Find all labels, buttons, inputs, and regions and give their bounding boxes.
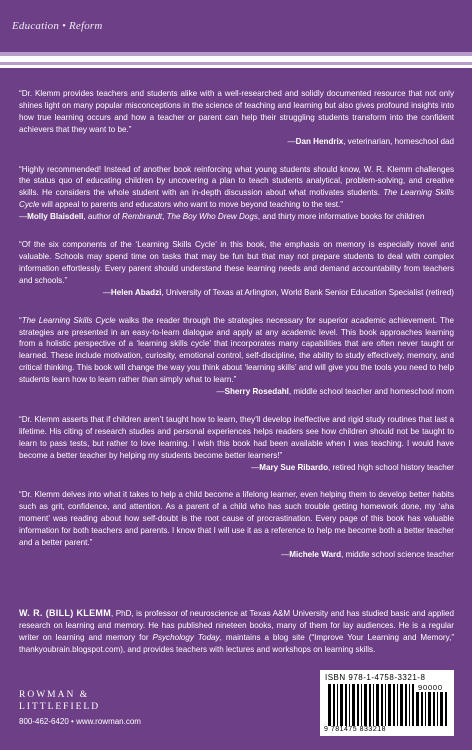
publisher-name-line: ROWMAN & bbox=[19, 690, 90, 700]
publisher-logo bbox=[19, 689, 100, 713]
endorsement-text: “Dr. Klemm delves into what it takes to help a child become a lifelong learner, even helping them to develop better habits such as grit, confidence, and attention. As a parent of a child who has such trouble getting homework done, my ‘aha moment’ was reading about how self-doubt is the root cause of procrastination. Every page of this book has valuable information for both teachers and parents. I know that I will use it as a reference to help me become both a better teacher and a better parent.” bbox=[19, 490, 454, 548]
endorsements bbox=[19, 88, 454, 577]
endorsement-text-part: will appeal to parents and educators who want to move beyond teaching to the test.” bbox=[39, 200, 343, 210]
top-bar bbox=[0, 0, 472, 52]
endorser-role: , veterinarian, homeschool dad bbox=[343, 136, 454, 146]
book-title: Rembrandt bbox=[122, 212, 163, 222]
endorser-role: , middle school science teacher bbox=[341, 550, 454, 559]
endorsement-text: “Dr. Klemm provides teachers and students alike with a well-researched and solidly documented resource that not only shines light on many popular misconceptions in the science of teaching and learning but also gives profound insights into how true learning occurs and how a teacher or parent can help their struggling students transform into the confident achievers that they want to be.” bbox=[19, 89, 454, 134]
endorser-name: Michele Ward bbox=[289, 550, 342, 559]
endorsement-attribution: —Mary Sue Ribardo, retired high school history teacher bbox=[251, 462, 454, 472]
barcode bbox=[320, 670, 454, 736]
endorser-role: , University of Texas at Arlington, World Bank Senior Education Specialist (retired) bbox=[161, 287, 454, 297]
endorser-role: , author of bbox=[83, 212, 123, 222]
endorsement-text: “Of the six components of the ‘Learning Skills Cycle’ in this book, the emphasis on memory is especially novel and valuable. Schools may spend time on tasks that may be fun but that may not prepare students to deal with complex information effortlessly. Every parent should understand these learning needs and demand accountability from teachers and schools.” bbox=[19, 240, 454, 285]
barcode-bars bbox=[328, 684, 414, 726]
endorsement bbox=[19, 489, 454, 560]
series-label: Education • Reform bbox=[12, 20, 103, 32]
endorser-role: , bbox=[162, 212, 167, 222]
endorsement-text bbox=[19, 164, 454, 212]
endorser-name: Sherry Rosedahl bbox=[224, 387, 289, 397]
endorsement-attribution: —Helen Abadzi, University of Texas at Arlington, World Bank Senior Education Specialist (retired) bbox=[102, 287, 454, 297]
barcode-addon: 90000 bbox=[418, 683, 443, 692]
barcode-addon-bars bbox=[416, 692, 450, 726]
endorsement-text bbox=[19, 315, 454, 386]
bio-text: , PhD, is professor of neuroscience at Texas A&M University and has studied basic and applied research on learning and memory. He has published nineteen books, many of them for lay audiences. He is a regular writer on learning and memory for bbox=[19, 609, 454, 642]
book-title: The Learning Skills Cycle bbox=[19, 188, 454, 210]
barcode-digits: 9 781475 833218 bbox=[324, 726, 386, 733]
endorsement-text-part: walks the reader through the strategies necessary for superior academic achievement. The strategies are presented in an easy-to-learn dialogue and apply at any academic level. This book approaches learning from a holistic perspective of a ‘learning skills cycle’ that incorporates many capabilities that are often never taught or learned. These include motivation, curiosity, emotional control, self-discipline, the ability to study effectively, memory, and critical thinking. This book will change the way you think about ‘learning skills’ and will give you the tools you need to help students learn how to learn rather than simply what to learn.” bbox=[19, 315, 454, 385]
endorser-role: , middle school teacher and homeschool mom bbox=[288, 387, 454, 397]
magazine-title: Psychology Today bbox=[152, 632, 220, 642]
endorsement bbox=[19, 88, 454, 148]
endorsement bbox=[19, 315, 454, 398]
endorsement bbox=[19, 239, 454, 299]
endorsement bbox=[19, 164, 454, 224]
endorsement-text: “Dr. Klemm asserts that if children aren’t taught how to learn, they’ll develop ineffective and rigid study routines that last a lifetime. His citing of research studies and personal experiences helps readers see how children should not be taught to learn to pass tests, but rather to love learning. I wish this book had been available when I was teaching. I would have become a better teacher by helping my students become better learners!” bbox=[19, 414, 454, 460]
publisher-contact: 800-462-6420 • www.rowman.com bbox=[19, 717, 141, 726]
isbn: ISBN 978-1-4758-3321-8 bbox=[325, 673, 426, 682]
bio-text: , maintains a blog site (“Improve Your Learning and Memory,” thankyoubrain.blogspot.com), and provides teachers with lectures and workshops on learning skills. bbox=[19, 632, 455, 654]
endorser-role: , retired high school history teacher bbox=[328, 462, 454, 472]
endorser-name: Mary Sue Ribardo bbox=[259, 462, 329, 472]
endorsement-attribution: —Dan Hendrix, veterinarian, homeschool dad bbox=[287, 136, 454, 146]
endorser-name: Helen Abadzi bbox=[110, 287, 162, 297]
open-quote: “ bbox=[19, 315, 22, 325]
publisher-name-line: LITTLEFIELD bbox=[19, 702, 101, 712]
endorsement-text-part: “Highly recommended! Instead of another book reinforcing what young students should know, W. R. Klemm challenges the status quo of educating children by uncovering a plan to teach students analytical, problem-solving, and creative skills. He considers the whole student with an in-depth discussion about what motivates students. bbox=[19, 164, 454, 198]
endorser-name: Dan Hendrix bbox=[295, 136, 344, 146]
endorsement bbox=[19, 414, 454, 474]
book-title: The Boy Who Drew Dogs bbox=[166, 212, 258, 222]
author-bio bbox=[19, 608, 454, 656]
divider-band bbox=[0, 65, 472, 68]
author-name: W. R. (BILL) KLEMM bbox=[19, 608, 111, 618]
endorsement-attribution: —Sherry Rosedahl, middle school teacher and homeschool mom bbox=[216, 387, 454, 397]
book-title: The Learning Skills Cycle bbox=[21, 315, 116, 325]
endorsement-attribution: —Molly Blaisdell, author of Rembrandt, The Boy Who Drew Dogs, and thirty more informative books for children bbox=[19, 212, 425, 222]
endorsement-attribution: —Michele Ward, middle school science teacher bbox=[281, 550, 454, 559]
endorser-role: , and thirty more informative books for children bbox=[257, 212, 425, 222]
endorser-name: Molly Blaisdell bbox=[27, 212, 84, 222]
